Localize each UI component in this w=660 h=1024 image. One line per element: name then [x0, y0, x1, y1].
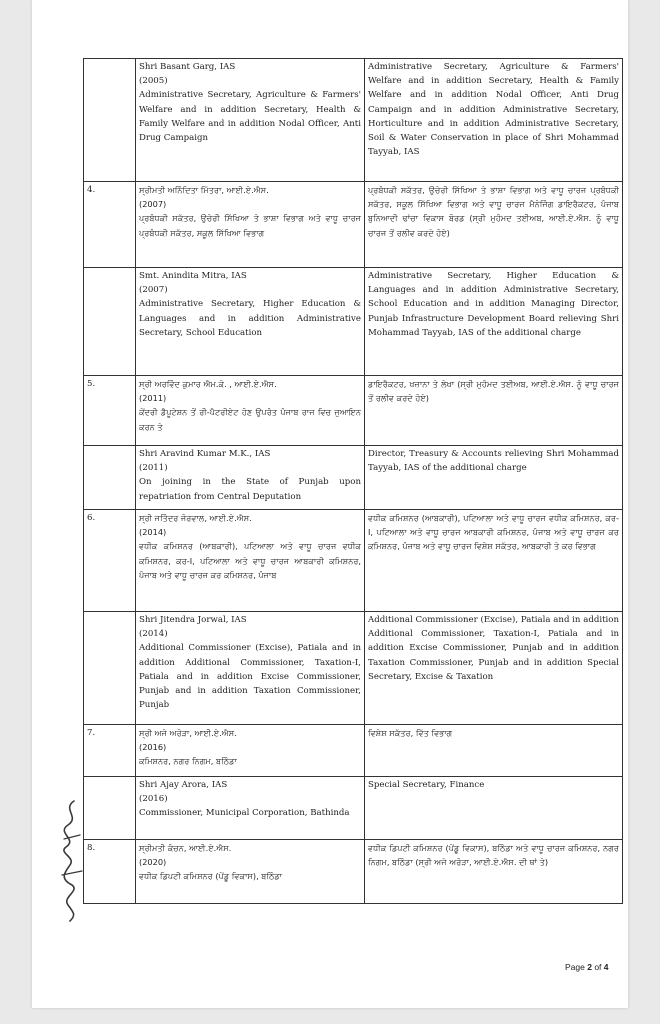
officer-cell: [136, 725, 365, 777]
officer-name: Smt. Anindita Mitra, IAS: [139, 271, 247, 281]
current-posting: ਕੇਂਦਰੀ ਡੈਪੂਟੇਸ਼ਨ ਤੋਂ ਰੀ-ਪੈਟਰੀਏਟ ਹੋਣ ਉਪਰੰਤ ਪੰਜਾਬ ਰਾਜ ਵਿਚ ਜੁਆਇਨ ਕਰਨ ਤੇ: [139, 407, 361, 432]
serial-number: [84, 777, 136, 840]
current-posting: ਵਧੀਕ ਕਮਿਸ਼ਨਰ (ਆਬਕਾਰੀ), ਪਟਿਆਲਾ ਅਤੇ ਵਾਧੂ ਚਾਰਜ ਵਧੀਕ ਕਮਿਸ਼ਨਰ, ਕਰ-I, ਪਟਿਆਲਾ ਅਤੇ ਵਾਧੂ ਚਾਰਜ ਆਬਕਾਰੀ ਕਮਿਸ਼ਨਰ, ਪੰਜਾਬ ਅਤੇ ਵਾਧੂ ਚਾਰਜ ਕਰ ਕਮਿਸ਼ਨਰ, ਪੰਜਾਬ: [139, 541, 361, 580]
officer-name: ਸ੍ਰੀ ਅਜੇ ਅਰੋੜਾ, ਆਈ.ਏ.ਐਸ.: [139, 728, 237, 738]
table-row: [84, 840, 623, 904]
new-posting: Additional Commissioner (Excise), Patiala and in addition Additional Commissioner, Taxation-I, Patiala and in addition Excise Commissioner, Punjab and in addition Taxation Commissioner, Punjab and in addition Special Secretary, Excise & Taxation: [365, 612, 623, 725]
officer-batch: (2014): [139, 629, 168, 640]
officer-batch: (2007): [139, 285, 168, 296]
officer-batch: (2011): [139, 463, 168, 474]
page-footer: [565, 962, 609, 972]
officer-name: ਸ੍ਰੀ ਜਤਿੰਦਰ ਜੋਰਵਾਲ, ਆਈ.ਏ.ਐਸ.: [139, 513, 252, 523]
serial-number: [84, 268, 136, 376]
serial-number: 5.: [84, 376, 136, 446]
table-row: [84, 446, 623, 510]
new-posting: ਪ੍ਰਬੰਧਕੀ ਸਕੱਤਰ, ਉਚੇਰੀ ਸਿੱਖਿਆ ਤੇ ਭਾਸ਼ਾ ਵਿਭਾਗ ਅਤੇ ਵਾਧੂ ਚਾਰਜ ਪ੍ਰਬੰਧਕੀ ਸਕੱਤਰ, ਸਕੂਲ ਸਿੱਖਿਆ ਵਿਭਾਗ ਅਤੇ ਵਾਧੂ ਚਾਰਜ ਮੈਨੇਜਿੰਗ ਡਾਇਰੈਕਟਰ, ਪੰਜਾਬ ਬੁਨਿਆਦੀ ਢਾਂਚਾ ਵਿਕਾਸ ਬੋਰਡ (ਸ੍ਰੀ ਮੁਹੰਮਦ ਤਈਅਬ, ਆਈ.ਏ.ਐਸ. ਨੂੰ ਵਾਧੂ ਚਾਰਜ ਤੋਂ ਰਲੀਵ ਕਰਦੇ ਹੋਏ): [365, 182, 623, 268]
current-posting: Administrative Secretary, Higher Education & Languages and in addition Administrative Secretary, School Education: [139, 299, 361, 338]
serial-number: [84, 59, 136, 182]
table-row: [84, 725, 623, 777]
officer-cell: [136, 612, 365, 725]
current-posting: Commissioner, Municipal Corporation, Bathinda: [139, 808, 350, 819]
officer-cell: [136, 446, 365, 510]
officer-name: Shri Ajay Arora, IAS: [139, 780, 228, 790]
new-posting: ਵਿਸ਼ੇਸ਼ ਸਕੱਤਰ, ਵਿੱਤ ਵਿਭਾਗ: [365, 725, 623, 777]
table-row: [84, 612, 623, 725]
officer-name: ਸ੍ਰੀਮਤੀ ਅਨਿੰਦਿਤਾ ਮਿੱਤਰਾ, ਆਈ.ਏ.ਐਸ.: [139, 185, 269, 195]
officer-cell: [136, 510, 365, 612]
officer-batch: (2016): [139, 742, 167, 753]
page-total: 4: [603, 962, 609, 972]
officer-cell: [136, 268, 365, 376]
new-posting: Administrative Secretary, Agriculture & Farmers' Welfare and in addition Secretary, Health & Family Welfare and in addition Nodal Officer, Anti Drug Campaign and in addition Administrative Secretary, Horticulture and in addition Administrative Secretary, Soil & Water Conservation in place of Shri Mohammad Tayyab, IAS: [365, 59, 623, 182]
officer-name: Shri Basant Garg, IAS: [139, 62, 236, 72]
officer-batch: (2014): [139, 527, 167, 538]
new-posting: ਡਾਇਰੈਕਟਰ, ਖਜ਼ਾਨਾ ਤੇ ਲੇਖਾ (ਸ੍ਰੀ ਮੁਹੰਮਦ ਤਈਅਬ, ਆਈ.ਏ.ਐਸ. ਨੂੰ ਵਾਧੂ ਚਾਰਜ ਤੋਂ ਰਲੀਵ ਕਰਦੇ ਹੋਏ): [365, 376, 623, 446]
officer-name: ਸ੍ਰੀ ਅਰਵਿੰਦ ਕੁਮਾਰ ਐਮ.ਕੇ. , ਆਈ.ਏ.ਐਸ.: [139, 379, 277, 389]
document-page: [32, 0, 628, 1008]
serial-number: [84, 612, 136, 725]
officer-cell: [136, 59, 365, 182]
officer-name: Shri Aravind Kumar M.K., IAS: [139, 449, 271, 459]
table-row: [84, 376, 623, 446]
table-row: [84, 59, 623, 182]
current-posting: Additional Commissioner (Excise), Patiala and in addition Additional Commissioner, Taxation-I, Patiala and in addition Excise Commissioner, Punjab and in addition Taxation Commissioner, Punjab: [139, 643, 361, 711]
table-row: [84, 182, 623, 268]
transfer-orders-table: [83, 58, 623, 904]
new-posting: ਵਧੀਕ ਕਮਿਸ਼ਨਰ (ਆਬਕਾਰੀ), ਪਟਿਆਲਾ ਅਤੇ ਵਾਧੂ ਚਾਰਜ ਵਧੀਕ ਕਮਿਸ਼ਨਰ, ਕਰ-I, ਪਟਿਆਲਾ ਅਤੇ ਵਾਧੂ ਚਾਰਜ ਆਬਕਾਰੀ ਕਮਿਸ਼ਨਰ, ਪੰਜਾਬ ਅਤੇ ਵਾਧੂ ਚਾਰਜ ਕਰ ਕਮਿਸ਼ਨਰ, ਪੰਜਾਬ ਅਤੇ ਵਾਧੂ ਚਾਰਜ ਵਿਸ਼ੇਸ਼ ਸਕੱਤਰ, ਆਬਕਾਰੀ ਤੇ ਕਰ ਵਿਭਾਗ: [365, 510, 623, 612]
officer-name: Shri Jitendra Jorwal, IAS: [139, 615, 247, 625]
current-posting: ਪ੍ਰਬੰਧਕੀ ਸਕੱਤਰ, ਉਚੇਰੀ ਸਿੱਖਿਆ ਤੇ ਭਾਸ਼ਾ ਵਿਭਾਗ ਅਤੇ ਵਾਧੂ ਚਾਰਜ ਪ੍ਰਬੰਧਕੀ ਸਕੱਤਰ, ਸਕੂਲ ਸਿੱਖਿਆ ਵਿਭਾਗ: [139, 213, 361, 238]
serial-number: [84, 446, 136, 510]
serial-number: 7.: [84, 725, 136, 777]
table-row: [84, 777, 623, 840]
new-posting: Director, Treasury & Accounts relieving Shri Mohammad Tayyab, IAS of the additional charge: [365, 446, 623, 510]
officer-name: ਸ੍ਰੀਮਤੀ ਕੰਚਨ, ਆਈ.ਏ.ਐਸ.: [139, 843, 232, 853]
officer-cell: [136, 376, 365, 446]
officer-batch: (2016): [139, 794, 168, 805]
new-posting: Administrative Secretary, Higher Education & Languages and in addition Administrative Secretary, School Education and in addition Managing Director, Punjab Infrastructure Development Board relieving Shri Mohammad Tayyab, IAS of the additional charge: [365, 268, 623, 376]
table-row: [84, 268, 623, 376]
new-posting: Special Secretary, Finance: [365, 777, 623, 840]
serial-number: 8.: [84, 840, 136, 904]
current-posting: ਵਧੀਕ ਡਿਪਟੀ ਕਮਿਸ਼ਨਰ (ਪੇਂਡੂ ਵਿਕਾਸ), ਬਠਿੰਡਾ: [139, 871, 283, 882]
officer-batch: (2005): [139, 76, 168, 87]
officer-batch: (2020): [139, 857, 167, 868]
page-label: Page: [565, 962, 588, 972]
officer-cell: [136, 182, 365, 268]
current-posting: ਕਮਿਸ਼ਨਰ, ਨਗਰ ਨਿਗਮ, ਬਠਿੰਡਾ: [139, 756, 237, 767]
current-posting: On joining in the State of Punjab upon repatriation from Central Deputation: [139, 477, 361, 502]
serial-number: 4.: [84, 182, 136, 268]
table-row: [84, 510, 623, 612]
officer-batch: (2011): [139, 393, 167, 404]
new-posting: ਵਧੀਕ ਡਿਪਟੀ ਕਮਿਸ਼ਨਰ (ਪੇਂਡੂ ਵਿਕਾਸ), ਬਠਿੰਡਾ ਅਤੇ ਵਾਧੂ ਚਾਰਜ ਕਮਿਸ਼ਨਰ, ਨਗਰ ਨਿਗਮ, ਬਠਿੰਡਾ (ਸ੍ਰੀ ਅਜੇ ਅਰੋੜਾ, ਆਈ.ਏ.ਐਸ. ਦੀ ਥਾਂ ਤੇ): [365, 840, 623, 904]
page-separator: of: [591, 962, 604, 972]
page-number: 2: [587, 962, 592, 972]
officer-cell: [136, 777, 365, 840]
current-posting: Administrative Secretary, Agriculture & Farmers' Welfare and in addition Secretary, Health & Family Welfare and in addition Nodal Officer, Anti Drug Campaign: [139, 90, 361, 144]
serial-number: 6.: [84, 510, 136, 612]
handwritten-signature: [54, 795, 90, 925]
officer-batch: (2007): [139, 199, 167, 210]
officer-cell: [136, 840, 365, 904]
